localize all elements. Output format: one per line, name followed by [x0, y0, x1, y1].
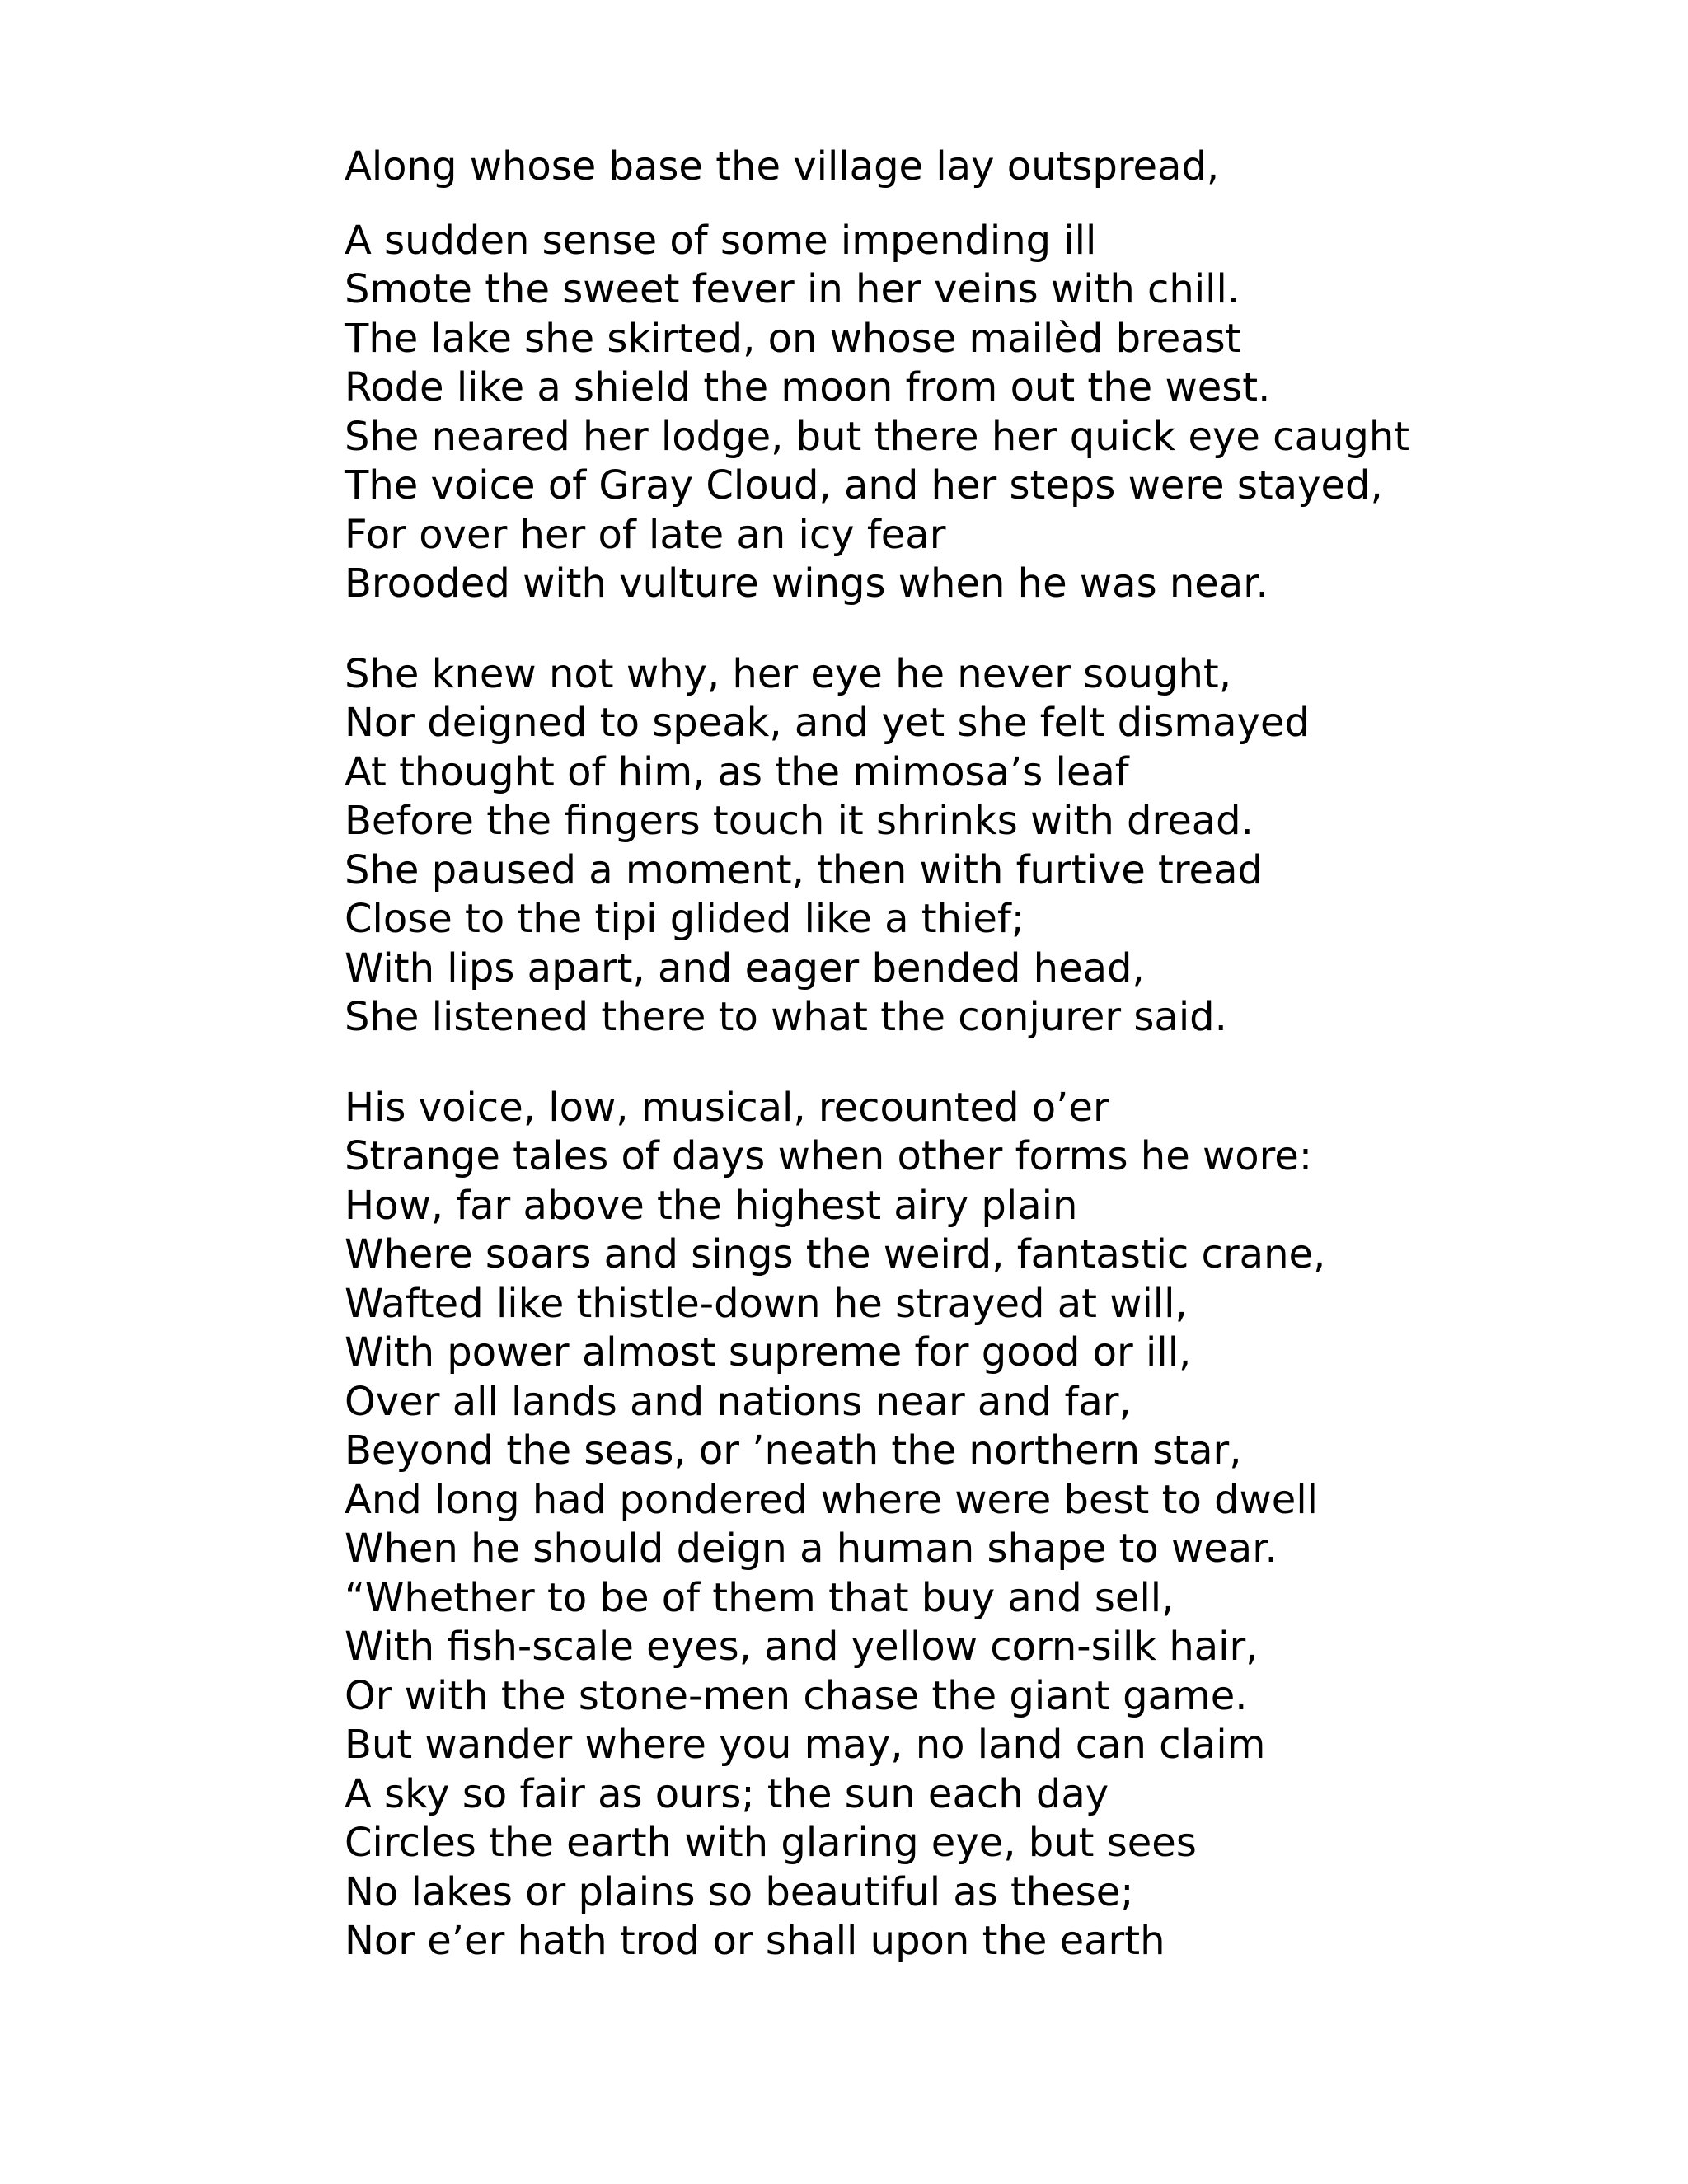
poem-line: A sky so fair as ours; the sun each day	[345, 1770, 1109, 1817]
poem-line: With lips apart, and eager bended head,	[345, 944, 1145, 991]
poem-line: She paused a moment, then with furtive tread	[345, 846, 1263, 893]
poem-line: Where soars and sings the weird, fantastic crane,	[345, 1231, 1326, 1277]
poem-line: The lake she skirted, on whose mailèd breast	[345, 315, 1241, 362]
poem-line: She knew not why, her eye he never sought,	[345, 650, 1231, 697]
poem-line: For over her of late an icy fear	[345, 511, 946, 558]
stanza-2	[345, 650, 1630, 1043]
poem-line: Nor deigned to speak, and yet she felt dismayed	[345, 700, 1310, 746]
poem-line: Wafted like thistle-down he strayed at will,	[345, 1280, 1188, 1327]
poem-line: Smote the sweet fever in her veins with chill.	[345, 266, 1240, 312]
poem-line: No lakes or plains so beautiful as these;	[345, 1868, 1134, 1915]
poem-line: Before the fingers touch it shrinks with dread.	[345, 798, 1254, 844]
poem-line: With power almost supreme for good or ill,	[345, 1329, 1192, 1376]
poem-line: Close to the tipi glided like a thief;	[345, 896, 1025, 942]
poem-line: Beyond the seas, or ’neath the northern star,	[345, 1427, 1242, 1474]
poem-line: Rode like a shield the moon from out the west.	[345, 364, 1271, 410]
poem-line: Brooded with vulture wings when he was near.	[345, 560, 1268, 607]
stanza-1	[345, 217, 1630, 609]
poem-line: She neared her lodge, but there her quick eye caught	[345, 413, 1410, 460]
poem-line: Nor e’er hath trod or shall upon the earth	[345, 1918, 1165, 1964]
poem-line: Over all lands and nations near and far,	[345, 1378, 1132, 1425]
partial-line-text: Along whose base the village lay outspread,	[345, 143, 1220, 190]
poem-line: Circles the earth with glaring eye, but sees	[345, 1820, 1197, 1866]
poem-line: When he should deign a human shape to wear.	[345, 1526, 1278, 1572]
partial-cut-line	[345, 143, 1630, 217]
poem-line: At thought of him, as the mimosa’s leaf	[345, 748, 1129, 795]
poem-line: “Whether to be of them that buy and sell,	[345, 1574, 1175, 1621]
poem-line: The voice of Gray Cloud, and her steps were stayed,	[345, 462, 1383, 509]
poem-line: Strange tales of days when other forms he wore:	[345, 1133, 1312, 1179]
poem-line: His voice, low, musical, recounted o’er	[345, 1084, 1109, 1131]
poem-line: But wander where you may, no land can claim	[345, 1722, 1266, 1768]
poem-line: A sudden sense of some impending ill	[345, 217, 1097, 264]
poem-text	[345, 143, 1630, 2008]
poem-line: And long had pondered where were best to dwell	[345, 1476, 1318, 1523]
poem-line: She listened there to what the conjurer said.	[345, 994, 1227, 1040]
stanza-3	[345, 1084, 1630, 1966]
poem-line: With fish-scale eyes, and yellow corn-silk hair,	[345, 1624, 1259, 1670]
poem-line: How, far above the highest airy plain	[345, 1182, 1078, 1229]
poem-line: Or with the stone-men chase the giant game.	[345, 1672, 1248, 1719]
